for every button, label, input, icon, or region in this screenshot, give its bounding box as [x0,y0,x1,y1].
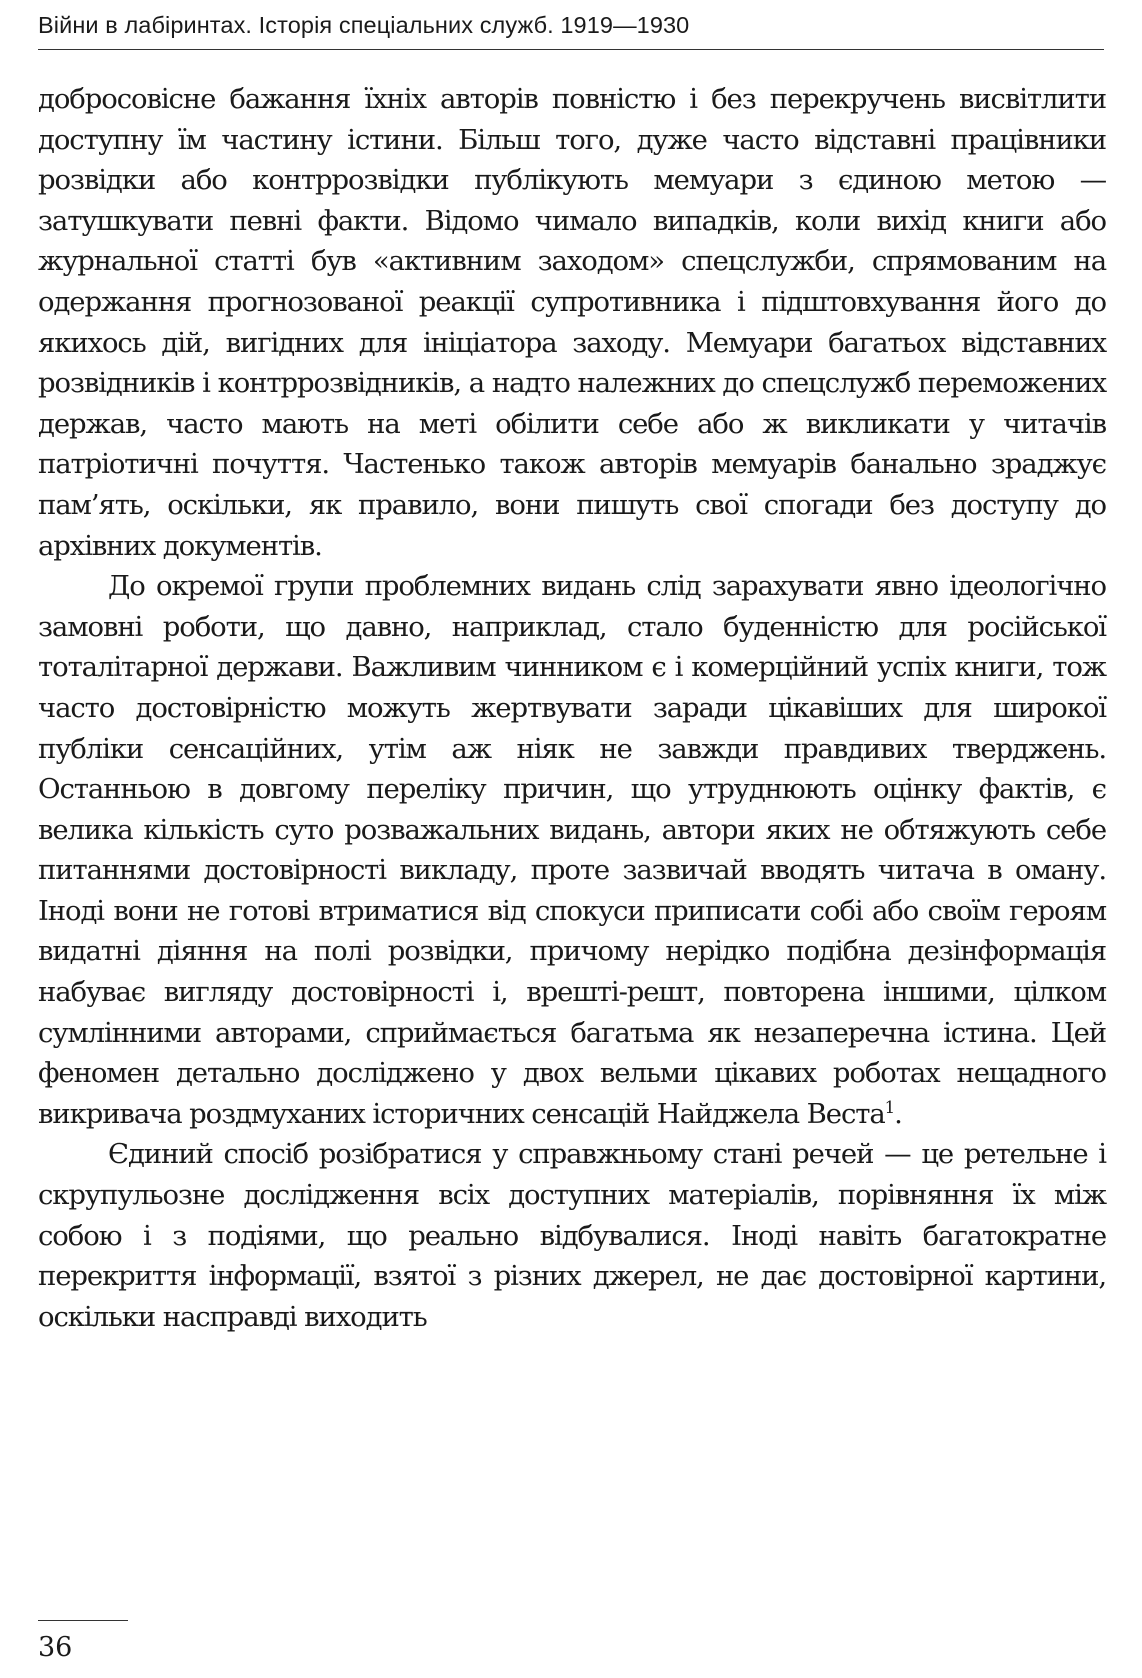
header-rule [38,49,1104,50]
page-number: 36 [38,1632,73,1663]
footnote-reference[interactable]: 1 [884,1097,895,1117]
paragraph-2-text: До окремої групи проблемних видань слід зарахувати явно ідеологічно замовні роботи, що давно, наприклад, стало буденністю для російської тоталітарної держави. Важливим чинником є і комерційний успіх книги, тож часто достовірністю можуть жертвувати заради цікавіших для широкої публіки сенсаційних, утім аж ніяк не завжди правдивих тверджень. Останньою в довгому переліку причин, що утруднюють оцінку фактів, є велика кількість суто розважальних видань, автори яких не обтяжують себе питаннями достовірності викладу, проте зазвичай вводять читача в оману. Іноді вони не готові втриматися від спокуси приписати собі або своїм героям видатні діяння на полі розвідки, причому нерідко подібна дезінформація набуває вигляду достовірності і, врешті-решт, повторена іншими, цілком сумлінними авторами, сприймається багатьма як незаперечна істина. Цей феномен детально досліджено у двох вельми цікавих роботах нещадного викривача роздмуханих історичних сенсацій Найджела Веста [38,570,1106,1130]
paragraph-2-tail: . [894,1097,902,1130]
paragraph-3: Єдиний спосіб розібратися у справжньому стані речей — це ретельне і скрупульозне дослідження всіх доступних матеріалів, порівняння їх між собою і з подіями, що реально відбувалися. Іноді навіть багатократне перекриття інформації, взятої з різних джерел, не дає достовірної картини, оскільки насправді виходить [38,1138,1106,1333]
running-head: Війни в лабіринтах. Історія спеціальних служб. 1919—1930 [38,12,690,38]
footer-rule [38,1620,128,1621]
body-text [38,79,1106,1337]
paragraph-1: добросовісне бажання їхніх авторів повністю і без перекручень висвітлити доступну їм частину істини. Більш того, дуже часто відставні працівники розвідки або контррозвідки публікують мемуари з єдиною метою — затушкувати певні факти. Відомо чимало випадків, коли вихід книги або журнальної статті був «активним заходом» спецслужби, спрямованим на одержання прогнозованої реакції супротивника і підштовхування його до якихось дій, вигідних для ініціатора заходу. Мемуари багатьох відставних розвідників і контррозвідників, а надто належних до спецслужб переможених держав, часто мають на меті обілити себе або ж викликати у читачів патріотичні почуття. Частенько також авторів мемуарів банально зраджує пам’ять, оскільки, як правило, вони пишуть свої спогади без доступу до архівних документів. [38,83,1106,562]
paragraph-2 [38,566,1106,1134]
